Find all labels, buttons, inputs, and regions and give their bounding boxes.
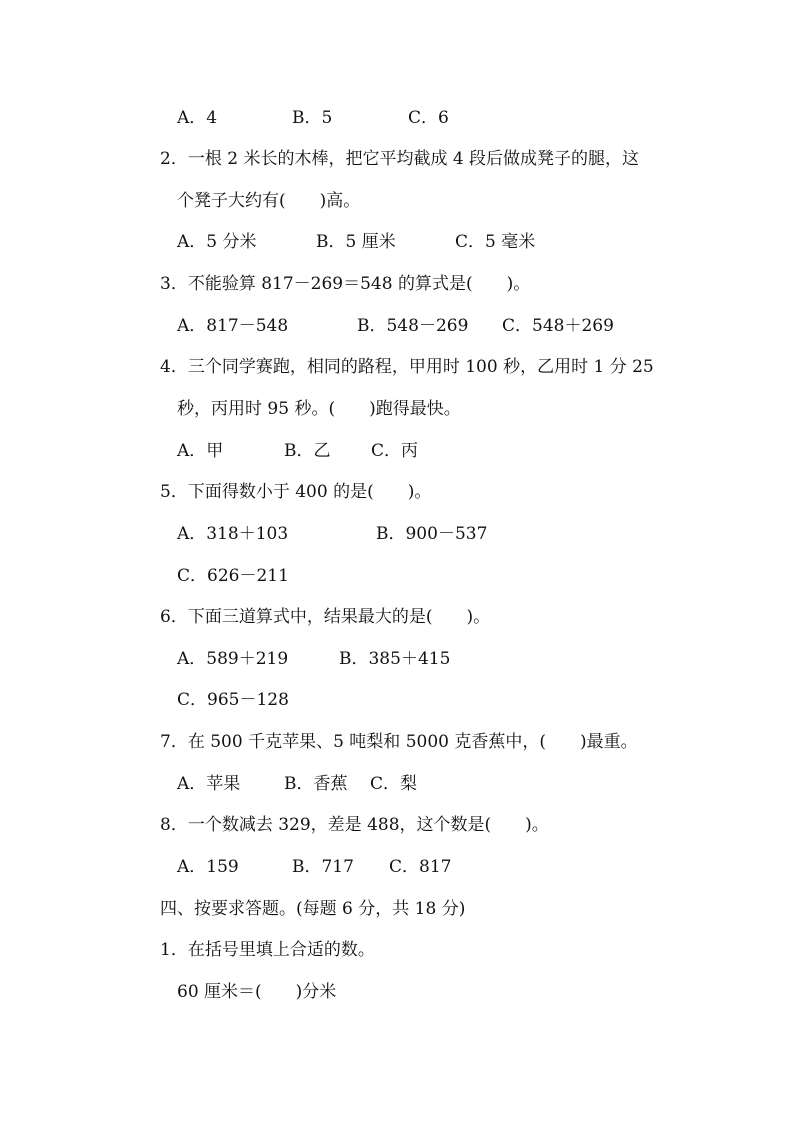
q5-option-c: C．626－211 [177, 566, 289, 586]
q7-option-c: C．梨 [370, 774, 418, 794]
q2-option-c: C．5 毫米 [455, 232, 536, 252]
q2-stem-line-2: 个凳子大约有( )高。 [177, 191, 361, 211]
q3-stem: 3．不能验算 817－269＝548 的算式是( )。 [160, 274, 531, 294]
q2-option-a: A．5 分米 [177, 232, 257, 252]
q6-option-c: C．965－128 [177, 690, 289, 710]
q6-stem: 6．下面三道算式中，结果最大的是( )。 [160, 607, 491, 627]
q5-option-a: A．318＋103 [177, 524, 289, 544]
section-four-heading: 四、按要求答题。(每题 6 分，共 18 分) [160, 899, 466, 919]
q1-option-b: B．5 [292, 108, 333, 128]
s4-q1-stem: 1．在括号里填上合适的数。 [160, 940, 375, 960]
q8-option-b: B．717 [292, 857, 354, 877]
q6-option-a: A．589＋219 [177, 649, 289, 669]
q4-stem-line-1: 4．三个同学赛跑，相同的路程，甲用时 100 秒，乙用时 1 分 25 [160, 357, 654, 377]
s4-q1-item-1: 60 厘米＝( )分米 [177, 982, 337, 1002]
q4-option-c: C．丙 [371, 441, 419, 461]
q4-stem-line-2: 秒，丙用时 95 秒。( )跑得最快。 [177, 399, 461, 419]
q1-option-a: A．4 [177, 108, 218, 128]
q7-option-b: B．香蕉 [284, 774, 348, 794]
q3-option-a: A．817－548 [177, 316, 289, 336]
q8-option-a: A．159 [177, 857, 239, 877]
q4-option-a: A．甲 [177, 441, 224, 461]
q5-stem: 5．下面得数小于 400 的是( )。 [160, 482, 432, 502]
q2-stem-line-1: 2．一根 2 米长的木棒，把它平均截成 4 段后做成凳子的腿，这 [160, 149, 640, 169]
q5-option-b: B．900－537 [376, 524, 488, 544]
q3-option-b: B．548－269 [357, 316, 469, 336]
q2-option-b: B．5 厘米 [316, 232, 396, 252]
q7-option-a: A．苹果 [177, 774, 241, 794]
q3-option-c: C．548＋269 [502, 316, 614, 336]
q4-option-b: B．乙 [284, 441, 331, 461]
q1-option-c: C．6 [408, 108, 449, 128]
q6-option-b: B．385＋415 [339, 649, 451, 669]
q8-stem: 8．一个数减去 329，差是 488，这个数是( )。 [160, 815, 549, 835]
q7-stem: 7．在 500 千克苹果、5 吨梨和 5000 克香蕉中，( )最重。 [160, 732, 638, 752]
q8-option-c: C．817 [389, 857, 452, 877]
